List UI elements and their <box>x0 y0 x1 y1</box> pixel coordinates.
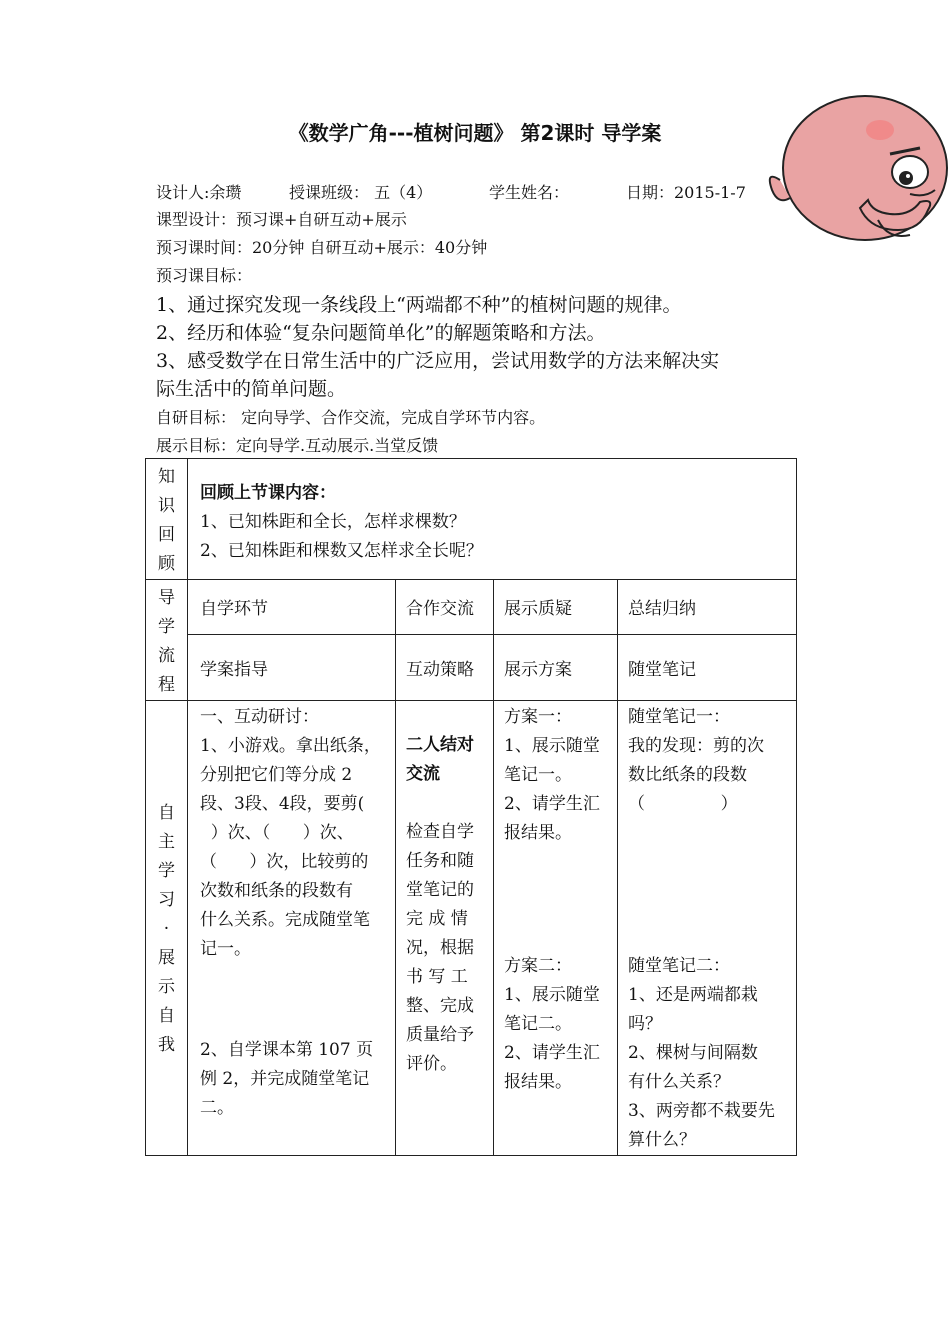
review-side-label: 知 识 回 顾 <box>146 459 188 580</box>
goal-2: 2、经历和体验“复杂问题简单化”的解题策略和方法。 <box>156 322 606 344</box>
main-side-label: 自 主 学 习 · 展 示 自 我 <box>146 701 188 1156</box>
flow-subheader-cell: 展示方案 <box>494 634 618 700</box>
thinking-face-illustration <box>760 90 950 280</box>
lesson-design: 课型设计：预习课+自研互动+展示 <box>156 210 407 229</box>
flow-header-cell: 展示质疑 <box>494 580 618 635</box>
presentation-column: 方案一： 1、展示随堂 笔记一。 2、请学生汇 报结果。 方案二： 1、展示随堂 笔记二。 2、请学生汇 报结果。 <box>494 701 618 1156</box>
class: 授课班级： 五（4） <box>289 183 433 202</box>
designer: 设计人:余瓒 <box>156 183 242 202</box>
flow-subheader-cell: 互动策略 <box>396 634 494 700</box>
flow-side-label: 导 学 流 程 <box>146 580 188 701</box>
review-row <box>146 459 797 580</box>
header-info-row <box>156 180 746 203</box>
lesson-table <box>145 458 797 1156</box>
review-content <box>188 459 797 580</box>
self-study-column: 一、互动研讨： 1、小游戏。拿出纸条， 分别把它们等分成 2 段、3段、4段，要剪( ）次、（ ）次、 （ ）次，比较剪的 次数和纸条的段数有 什么关系。完成随堂笔 记一。 2、自学课本第 107 页 例 2，并完成随堂笔记 二。 <box>188 701 396 1156</box>
review-title: 回顾上节课内容： <box>200 483 336 503</box>
goal-label: 预习课目标： <box>156 266 253 285</box>
lesson-time: 预习课时间：20分钟 自研互动+展示：40分钟 <box>156 238 488 257</box>
review-item: 2、已知株距和棵数又怎样求全长呢？ <box>200 541 483 561</box>
page-title: 《数学广角---植树问题》 第2课时 导学案 <box>288 121 662 145</box>
flow-subheader-cell: 学案指导 <box>188 634 396 700</box>
show-goal: 展示目标：定向导学.互动展示.当堂反馈 <box>156 436 439 455</box>
flow-header-cell: 总结归纳 <box>618 580 797 635</box>
review-item: 1、已知株距和全长，怎样求棵数？ <box>200 512 466 532</box>
student-name-label: 学生姓名： <box>489 183 570 202</box>
cooperation-column: 二人结对 交流 检查自学 任务和随 堂笔记的 完 成 情 况，根据 书 写 工 整、完成 质量给予 评价。 <box>396 701 494 1156</box>
goal-1: 1、通过探究发现一条线段上“两端都不种”的植树问题的规律。 <box>156 294 682 316</box>
goal-3: 3、感受数学在日常生活中的广泛应用，尝试用数学的方法来解决实 <box>156 350 720 372</box>
self-study-goal: 自研目标： 定向导学、合作交流，完成自学环节内容。 <box>156 408 546 427</box>
flow-header-cell: 合作交流 <box>396 580 494 635</box>
flow-subheader-cell: 随堂笔记 <box>618 634 797 700</box>
goal-3-cont: 际生活中的简单问题。 <box>156 378 347 400</box>
flow-header-cell: 自学环节 <box>188 580 396 635</box>
main-row <box>146 701 797 1156</box>
notes-column: 随堂笔记一： 我的发现：剪的次 数比纸条的段数 （ ） 随堂笔记二： 1、还是两端都栽 吗？ 2、棵树与间隔数 有什么关系？ 3、两旁都不栽要先 算什么？ <box>618 701 797 1156</box>
flow-subheader-row <box>146 634 797 700</box>
date: 日期：2015-1-7 <box>626 183 746 202</box>
flow-header-row <box>146 580 797 635</box>
